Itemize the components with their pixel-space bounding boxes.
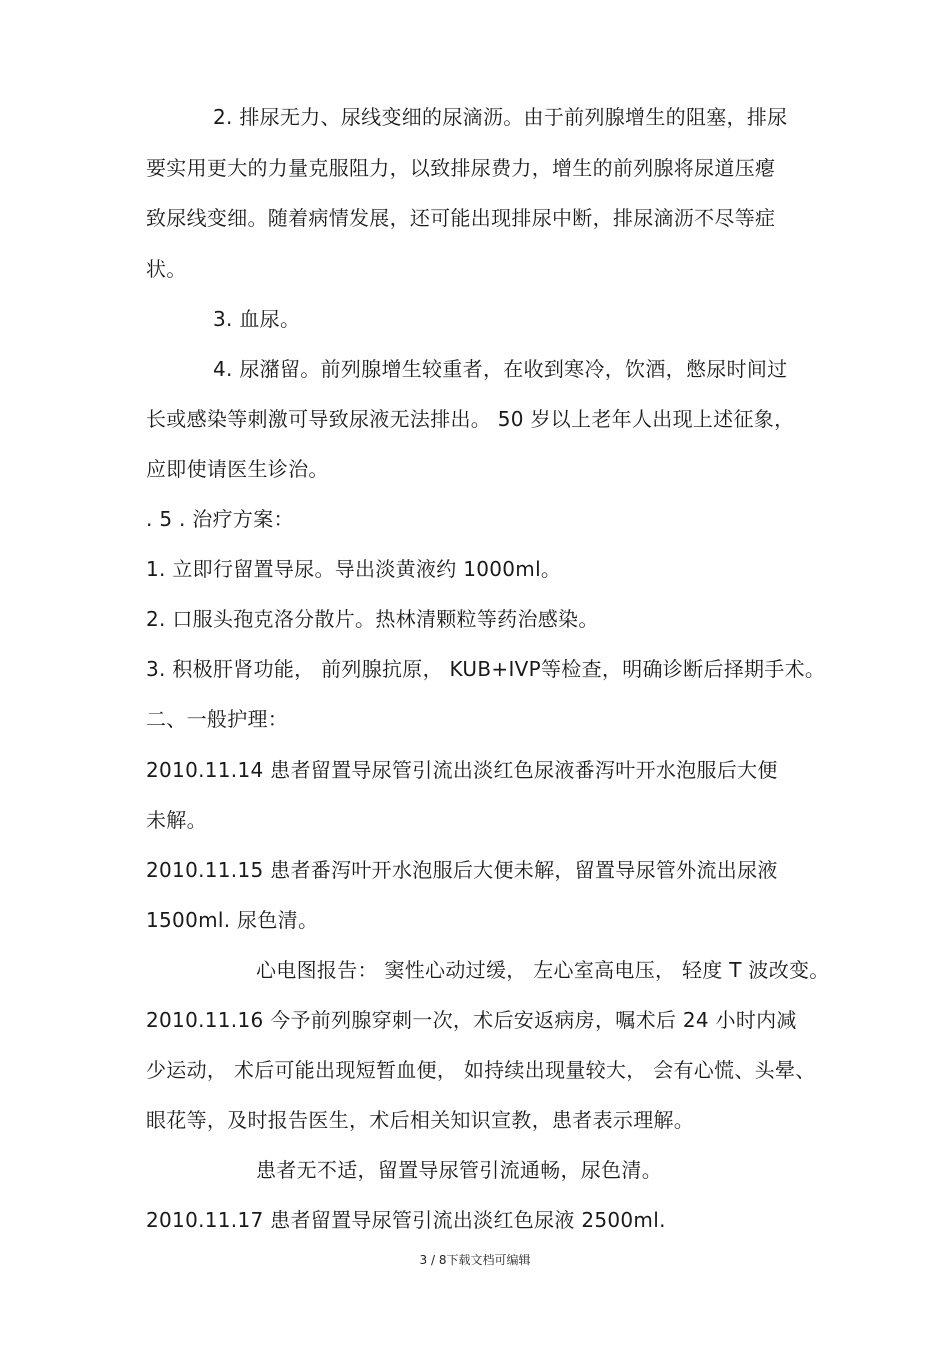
text-line: 3. 积极肝肾功能， 前列腺抗原， KUB+IVP等检查，明确诊断后择期手术。 [146, 657, 826, 681]
text-line: 3. 血尿。 [213, 307, 301, 331]
text-line: 2. 排尿无力、尿线变细的尿滴沥。由于前列腺增生的阻塞，排尿 [213, 105, 788, 129]
text-line: 2010.11.14 患者留置导尿管引流出淡红色尿液番泻叶开水泡服后大便 [146, 758, 778, 782]
text-line: 少运动， 术后可能出现短暂血便， 如持续出现量较大， 会有心慌、头晕、 [146, 1058, 816, 1082]
text-line: 未解。 [146, 808, 207, 832]
section-heading: 二、一般护理： [146, 707, 289, 731]
text-line: 要实用更大的力量克服阻力，以致排尿费力，增生的前列腺将尿道压瘪 [146, 156, 776, 180]
text-line: 2010.11.17 患者留置导尿管引流出淡红色尿液 2500ml. [146, 1208, 666, 1232]
text-line: 应即使请医生诊治。 [146, 457, 329, 481]
section-heading: . 5 . 治疗方案： [146, 507, 294, 531]
text-line: 2. 口服头孢克洛分散片。热林清颗粒等药治感染。 [146, 607, 599, 631]
text-line: 眼花等，及时报告医生，术后相关知识宣教，患者表示理解。 [146, 1108, 695, 1132]
text-line: 长或感染等刺激可导致尿液无法排出。 50 岁以上老年人出现上述征象， [146, 407, 795, 431]
text-line: 致尿线变细。随着病情发展，还可能出现排尿中断，排尿滴沥不尽等症 [146, 206, 776, 230]
text-line: 2010.11.16 今予前列腺穿刺一次，术后安返病房，嘱术后 24 小时内减 [146, 1008, 797, 1032]
text-line: 1. 立即行留置导尿。导出淡黄液约 1000ml。 [146, 557, 562, 581]
text-line: 2010.11.15 患者番泻叶开水泡服后大便未解，留置导尿管外流出尿液 [146, 858, 778, 882]
page-footer: 3 / 8下载文档可编辑 [419, 1253, 531, 1267]
text-line: 患者无不适，留置导尿管引流通畅，尿色清。 [256, 1158, 662, 1182]
text-line: 状。 [146, 257, 187, 281]
text-line: 心电图报告： 窦性心动过缓， 左心室高电压， 轻度 T 波改变。 [256, 958, 830, 982]
text-line: 1500ml. 尿色清。 [146, 908, 319, 932]
text-line: 4. 尿潴留。前列腺增生较重者，在收到寒冷，饮酒，憋尿时间过 [213, 357, 788, 381]
